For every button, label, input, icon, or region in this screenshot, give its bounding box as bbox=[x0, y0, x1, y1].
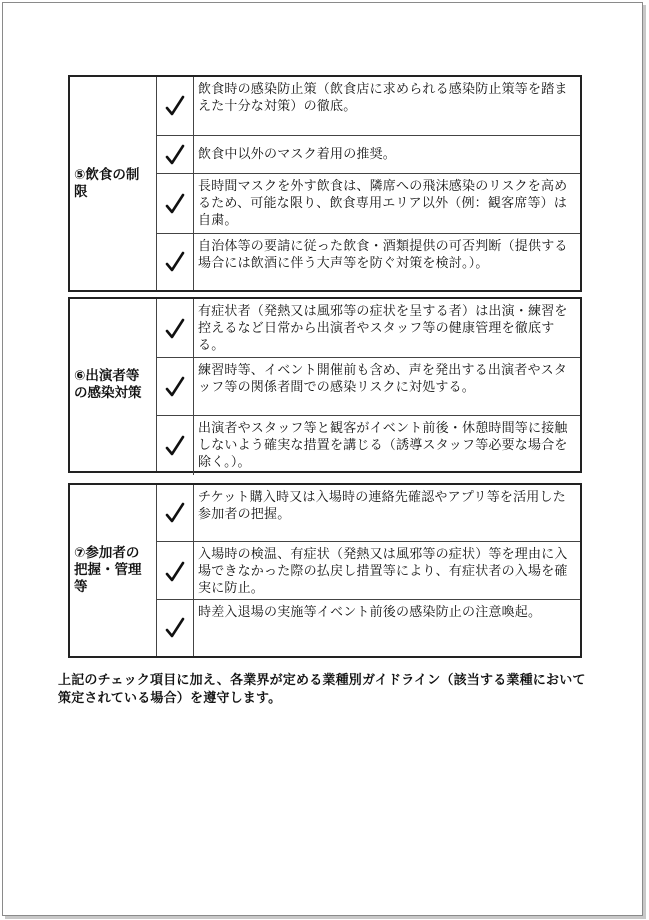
section-heading: ⑦参加者の把握・管理等 bbox=[70, 485, 157, 656]
checkmark-icon bbox=[157, 77, 194, 135]
checklist-item-text: 長時間マスクを外す飲食は、隣席への飛沫感染のリスクを高めるため、可能な限り、飲食専用エリア以外（例：観客席等）は自粛。 bbox=[198, 179, 568, 228]
checklist-item-text: 出演者やスタッフ等と観客がイベント前後・休憩時間等に接触しないよう確実な措置を講じる（誘導スタッフ等必要な場合を除く。）。 bbox=[198, 421, 568, 470]
checklist-row bbox=[157, 135, 580, 173]
checklist-item-text: 有症状者（発熱又は風邪等の症状を呈する者）は出演・練習を控えるなど日常から出演者やスタッフ等の健康管理を徹底する。 bbox=[198, 304, 568, 353]
checklist-item-text: チケット購入時又は入場時の連絡先確認やアプリ等を活用した参加者の把握。 bbox=[198, 490, 566, 522]
checklist-row bbox=[157, 77, 580, 135]
checkmark-icon bbox=[157, 234, 194, 290]
checklist-row bbox=[157, 299, 580, 357]
checklist-row bbox=[157, 485, 580, 541]
checkmark-icon bbox=[157, 416, 194, 475]
section-heading: ⑤飲食の制限 bbox=[70, 77, 157, 290]
section-heading: ⑥出演者等の感染対策 bbox=[70, 299, 157, 471]
checklist-row bbox=[157, 599, 580, 656]
checklist-section-performers bbox=[68, 297, 582, 473]
checkmark-icon bbox=[157, 485, 194, 541]
checklist-row bbox=[157, 173, 580, 233]
checklist-item-text: 飲食時の感染防止策（飲食店に求められる感染防止策等を踏まえた十分な対策）の徹底。 bbox=[198, 82, 568, 114]
checklist-item-text: 入場時の検温、有症状（発熱又は風邪等の症状）等を理由に入場できなかった際の払戻し措置等により、有症状者の入場を確実に防止。 bbox=[198, 547, 568, 596]
compliance-statement: 上記のチェック項目に加え、各業界が定める業種別ガイドライン（該当する業種において策定されている場合）を遵守します。 bbox=[58, 673, 586, 706]
checklist-item-text: 時差入退場の実施等イベント前後の感染防止の注意喚起。 bbox=[198, 605, 542, 620]
checkmark-icon bbox=[157, 299, 194, 358]
checklist-item-text: 練習時等、イベント開催前も含め、声を発出する出演者やスタッフ等の関係者間での感染リスクに対処する。 bbox=[198, 363, 568, 395]
checklist-section-participants bbox=[68, 483, 582, 658]
checkmark-icon bbox=[157, 174, 194, 233]
checklist-section-eating bbox=[68, 75, 582, 292]
checklist-row bbox=[157, 233, 580, 290]
checkmark-icon bbox=[157, 600, 194, 656]
checklist-row bbox=[157, 357, 580, 415]
checklist-item-text: 飲食中以外のマスク着用の推奨。 bbox=[198, 147, 397, 162]
checklist-item-text: 自治体等の要請に従った飲食・酒類提供の可否判断（提供する場合には飲酒に伴う大声等を防ぐ対策を検討。）。 bbox=[198, 239, 568, 271]
checklist-row bbox=[157, 415, 580, 471]
checkmark-icon bbox=[157, 136, 194, 173]
checkmark-icon bbox=[157, 358, 194, 415]
checklist-row bbox=[157, 541, 580, 599]
checkmark-icon bbox=[157, 542, 194, 601]
